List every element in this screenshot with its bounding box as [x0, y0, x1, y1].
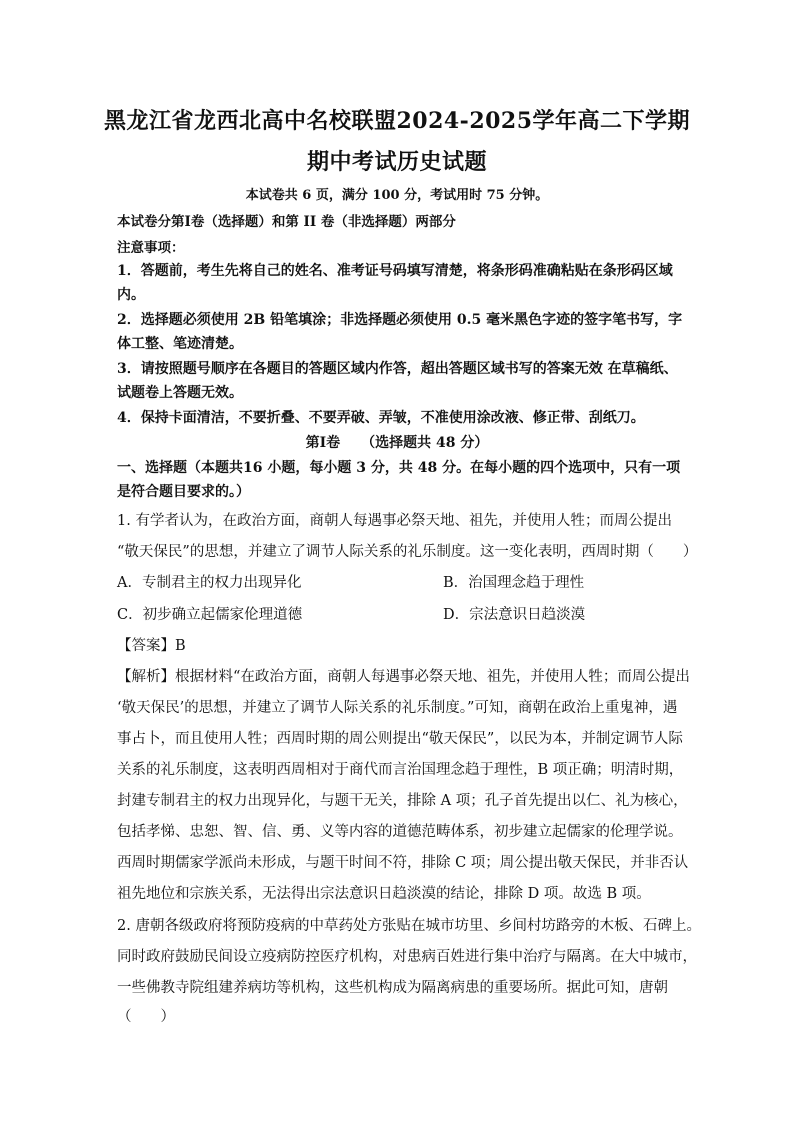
analysis-line: ‘敬天保民’的思想，并建立了调节人际关系的礼乐制度。”可知，商朝在政治上重鬼神，遇 — [117, 700, 678, 716]
exam-structure: 本试卷分第Ⅰ卷（选择题）和第 II 卷（非选择题）两部分 — [117, 214, 456, 230]
analysis-line: 祖先地位和宗族关系，无法得出宗法意识日趋淡漠的结论，排除 D 项。故选 B 项。 — [117, 886, 651, 902]
analysis-line: 西周时期儒家学派尚未形成，与题干时间不符，排除 C 项；周公提出敬天保民，并非否认 — [117, 855, 689, 871]
note-line: 试题卷上答题无效。 — [117, 385, 243, 401]
note-line: 体工整、笔迹清楚。 — [117, 336, 243, 352]
question-2-line: 一些佛教寺院组建养病坊等机构，这些机构成为隔离病患的重要场所。据此可知，唐朝 — [117, 980, 668, 996]
analysis-line: 【解析】根据材料“在政治方面，商朝人每遇事必祭天地、祖先，并使用人牲；而周公提出 — [117, 669, 690, 685]
question-2-line: 同时政府鼓励民间设立疫病防控医疗机构，对患病百姓进行集中治疗与隔离。在大中城市， — [117, 949, 697, 965]
analysis-line: 关系的礼乐制度，这表明西周相对于商代而言治国理念趋于理性，B 项正确；明清时期， — [117, 762, 684, 778]
page-subtitle: 期中考试历史试题 — [306, 149, 487, 175]
question-1-answer: 【答案】B — [117, 638, 186, 654]
question-1-option-d: D．宗法意识日趋淡漠 — [443, 607, 586, 623]
note-line: 1．答题前，考生先将自己的姓名、准考证号码填写清楚，将条形码准确粘贴在条形码区域 — [117, 263, 673, 279]
question-1-stem: 1. 有学者认为，在政治方面，商朝人每遇事必祭天地、祖先，并使用人牲；而周公提出 — [117, 513, 672, 529]
exam-meta: 本试卷共 6 页，满分 100 分，考试用时 75 分钟。 — [245, 188, 549, 203]
question-1-option-c: C．初步确立起儒家伦理道德 — [117, 607, 303, 623]
question-1-option-a: A．专制君主的权力出现异化 — [117, 575, 302, 591]
section-title: 第Ⅰ卷 （选择题共 48 分） — [305, 435, 489, 451]
question-1-option-b: B．治国理念趋于理性 — [443, 575, 585, 591]
note-line: 内。 — [117, 287, 145, 303]
analysis-line: 事占卜，而且使用人牲；西周时期的周公则提出“敬天保民”，以民为本，并制定调节人际 — [117, 731, 683, 747]
question-2-line: （ ） — [117, 1009, 175, 1025]
note-line: 2．选择题必须使用 2B 铅笔填涂；非选择题必须使用 0.5 毫米黑色字迹的签字笔书写，字 — [117, 312, 683, 328]
notes-heading: 注意事项： — [117, 240, 185, 256]
question-2-line: 2. 唐朝各级政府将预防疫病的中草药处方张贴在城市坊里、乡间村坊路旁的木板、石碑上。 — [117, 918, 701, 934]
section-intro: 是符合题目要求的。） — [117, 484, 250, 500]
note-line: 4．保持卡面清洁，不要折叠、不要弄破、弄皱，不准使用涂改液、修正带、刮纸刀。 — [117, 410, 645, 426]
note-line: 3．请按照题号顺序在各题目的答题区域内作答，超出答题区域书写的答案无效 在草稿纸、 — [117, 361, 678, 377]
question-1-stem: “敬天保民”的思想，并建立了调节人际关系的礼乐制度。这一变化表明，西周时期（ ） — [117, 544, 698, 560]
section-intro: 一、选择题（本题共16 小题，每小题 3 分，共 48 分。在每小题的四个选项中，只有一项 — [117, 460, 681, 476]
analysis-line: 封建专制君主的权力出现异化，与题干无关，排除 A 项；孔子首先提出以仁、礼为核心， — [117, 793, 688, 809]
page-title: 黑龙江省龙西北高中名校联盟2024-2025学年高二下学期 — [103, 108, 691, 134]
analysis-line: 包括孝悌、忠恕、智、信、勇、义等内容的道德范畴体系，初步建立起儒家的伦理学说。 — [117, 824, 683, 840]
